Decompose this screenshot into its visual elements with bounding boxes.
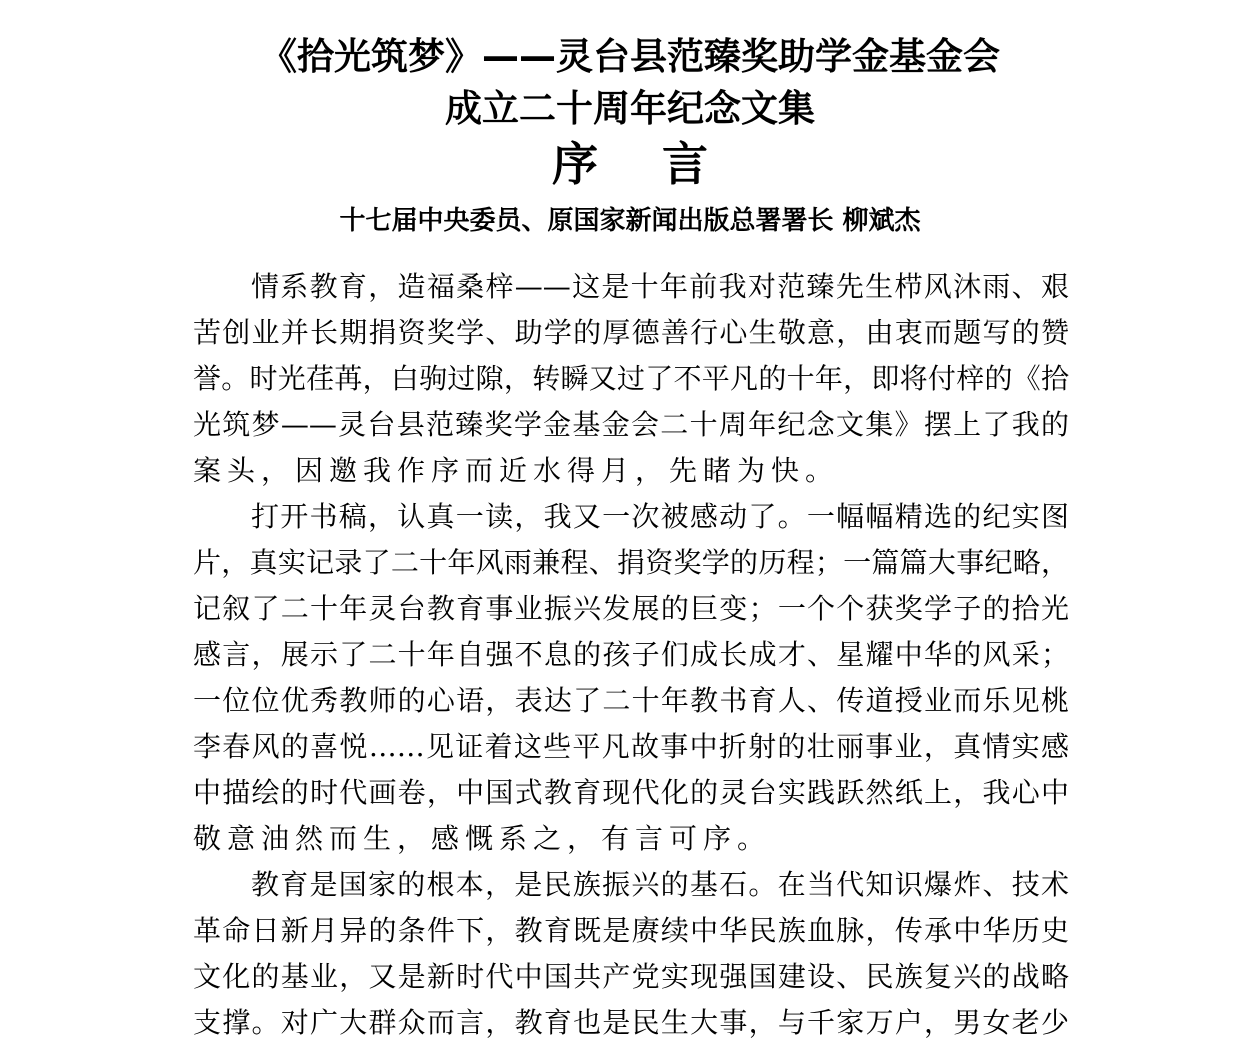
text-line: 教育是国家的根本，是民族振兴的基石。在当代知识爆炸、技术: [251, 868, 1069, 901]
text-line: 中描绘的时代画卷，中国式教育现代化的灵台实践跃然纸上，我心中: [193, 776, 1069, 809]
text-line: 感言，展示了二十年自强不息的孩子们成长成才、星耀中华的风采；: [193, 638, 1069, 671]
text-line: 李春风的喜悦……见证着这些平凡故事中折射的壮丽事业，真情实感: [193, 730, 1069, 763]
text-line: 誉。时光荏苒，白驹过隙，转瞬又过了不平凡的十年，即将付梓的《拾: [193, 362, 1069, 395]
text-line: 敬意油然而生，感慨系之，有言可序。: [193, 822, 772, 855]
text-line: 光筑梦——灵台县范臻奖学金基金会二十周年纪念文集》摆上了我的: [193, 408, 1069, 441]
text-line: 案头，因邀我作序而近水得月，先睹为快。: [193, 454, 840, 487]
preface-body: [193, 264, 1069, 1046]
text-line: 片，真实记录了二十年风雨兼程、捐资奖学的历程；一篇篇大事纪略，: [193, 546, 1069, 579]
text-line: 打开书稿，认真一读，我又一次被感动了。一幅幅精选的纪实图: [251, 500, 1069, 533]
text-line: 苦创业并长期捐资奖学、助学的厚德善行心生敬意，由衷而题写的赞: [193, 316, 1069, 349]
text-line: 一位位优秀教师的心语，表达了二十年教书育人、传道授业而乐见桃: [193, 684, 1069, 717]
section-title: 序 言: [551, 137, 732, 191]
text-line: 情系教育，造福桑梓——这是十年前我对范臻先生栉风沐雨、艰: [251, 270, 1069, 303]
text-line: 文化的基业，又是新时代中国共产党实现强国建设、民族复兴的战略: [193, 960, 1069, 993]
author-line: 十七届中央委员、原国家新闻出版总署署长 柳斌杰: [339, 206, 921, 236]
text-line: 革命日新月异的条件下，教育既是赓续中华民族血脉，传承中华历史: [193, 914, 1069, 947]
paragraph: [193, 494, 1069, 862]
text-line: 记叙了二十年灵台教育事业振兴发展的巨变；一个个获奖学子的拾光: [193, 592, 1069, 625]
book-title: 《拾光筑梦》——灵台县范臻奖助学金基金会: [260, 35, 1000, 78]
book-subtitle: 成立二十周年纪念文集: [445, 87, 815, 130]
paragraph: [193, 862, 1069, 1046]
paragraph: [193, 264, 1069, 494]
text-line: 支撑。对广大群众而言，教育也是民生大事，与千家万户，男女老少: [193, 1006, 1069, 1039]
